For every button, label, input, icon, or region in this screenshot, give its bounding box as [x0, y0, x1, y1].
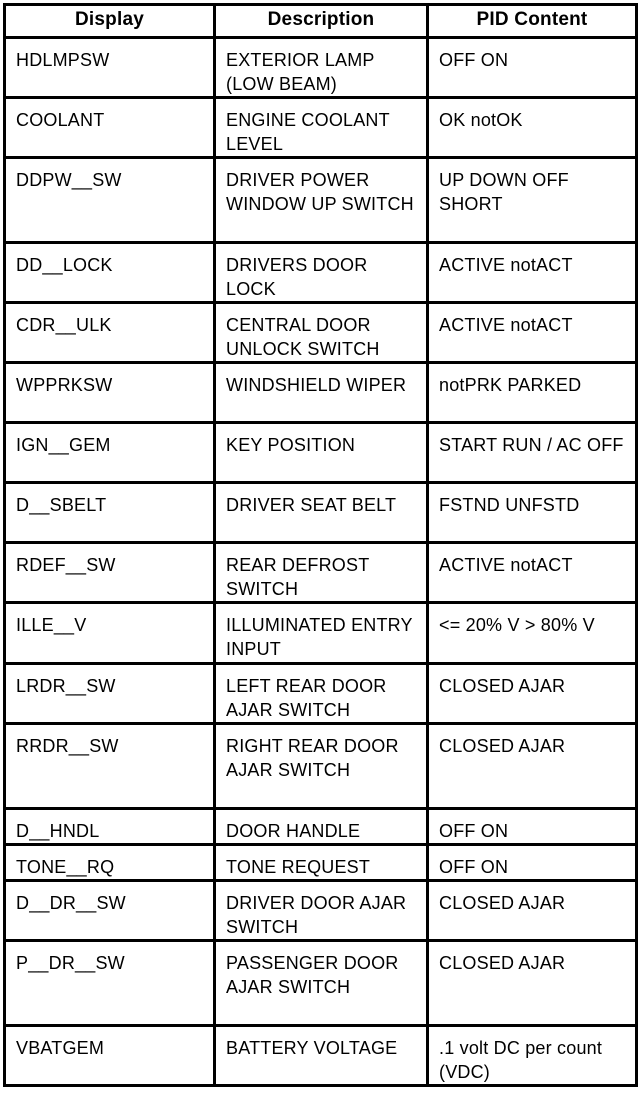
pid-content-cell: OFF ON — [428, 845, 637, 881]
table-row — [5, 38, 637, 98]
description-cell: DRIVER POWER WINDOW UP SWITCH — [215, 158, 428, 243]
description-cell: EXTERIOR LAMP (LOW BEAM) — [215, 38, 428, 98]
display-cell: DD__LOCK — [5, 243, 215, 303]
pid-content-cell: .1 volt DC per count (VDC) — [428, 1026, 637, 1086]
table-row — [5, 603, 637, 664]
display-cell: ILLE__V — [5, 603, 215, 664]
description-cell: DRIVER SEAT BELT — [215, 483, 428, 543]
display-cell: CDR__ULK — [5, 303, 215, 363]
description-cell: DRIVER DOOR AJAR SWITCH — [215, 881, 428, 941]
display-cell: VBATGEM — [5, 1026, 215, 1086]
display-cell: D__HNDL — [5, 809, 215, 845]
table-row — [5, 809, 637, 845]
pid-content-cell: OFF ON — [428, 809, 637, 845]
pid-content-cell: OFF ON — [428, 38, 637, 98]
table-row — [5, 423, 637, 483]
table-row — [5, 243, 637, 303]
table-row — [5, 1026, 637, 1086]
display-cell: RRDR__SW — [5, 724, 215, 809]
description-cell: RIGHT REAR DOOR AJAR SWITCH — [215, 724, 428, 809]
pid-content-cell: OK notOK — [428, 98, 637, 158]
pid-content-cell: CLOSED AJAR — [428, 724, 637, 809]
table-row — [5, 158, 637, 243]
pid-content-cell: CLOSED AJAR — [428, 881, 637, 941]
table-row — [5, 845, 637, 881]
header-display: Display — [5, 5, 215, 38]
table-row — [5, 363, 637, 423]
display-cell: HDLMPSW — [5, 38, 215, 98]
table-row — [5, 724, 637, 809]
table-row — [5, 483, 637, 543]
display-cell: DDPW__SW — [5, 158, 215, 243]
table-row — [5, 98, 637, 158]
pid-content-cell: FSTND UNFSTD — [428, 483, 637, 543]
description-cell: TONE REQUEST — [215, 845, 428, 881]
description-cell: CENTRAL DOOR UNLOCK SWITCH — [215, 303, 428, 363]
table-row — [5, 941, 637, 1026]
display-cell: WPPRKSW — [5, 363, 215, 423]
pid-content-cell: notPRK PARKED — [428, 363, 637, 423]
display-cell: D__DR__SW — [5, 881, 215, 941]
display-cell: D__SBELT — [5, 483, 215, 543]
table-row — [5, 881, 637, 941]
pid-content-cell: ACTIVE notACT — [428, 543, 637, 603]
pid-content-cell: UP DOWN OFF SHORT — [428, 158, 637, 243]
description-cell: BATTERY VOLTAGE — [215, 1026, 428, 1086]
description-cell: ILLUMINATED ENTRY INPUT — [215, 603, 428, 664]
display-cell: COOLANT — [5, 98, 215, 158]
header-description: Description — [215, 5, 428, 38]
table-row — [5, 303, 637, 363]
display-cell: LRDR__SW — [5, 664, 215, 724]
pid-table — [3, 3, 638, 1087]
pid-content-cell: START RUN / AC OFF — [428, 423, 637, 483]
pid-content-cell: ACTIVE notACT — [428, 303, 637, 363]
description-cell: DOOR HANDLE — [215, 809, 428, 845]
description-cell: WINDSHIELD WIPER — [215, 363, 428, 423]
display-cell: P__DR__SW — [5, 941, 215, 1026]
table-row — [5, 543, 637, 603]
header-row — [5, 5, 637, 38]
display-cell: IGN__GEM — [5, 423, 215, 483]
description-cell: REAR DEFROST SWITCH — [215, 543, 428, 603]
display-cell: RDEF__SW — [5, 543, 215, 603]
pid-content-cell: ACTIVE notACT — [428, 243, 637, 303]
pid-content-cell: CLOSED AJAR — [428, 941, 637, 1026]
pid-content-cell: <= 20% V > 80% V — [428, 603, 637, 664]
description-cell: DRIVERS DOOR LOCK — [215, 243, 428, 303]
description-cell: KEY POSITION — [215, 423, 428, 483]
table-row — [5, 664, 637, 724]
description-cell: ENGINE COOLANT LEVEL — [215, 98, 428, 158]
header-pid-content: PID Content — [428, 5, 637, 38]
description-cell: PASSENGER DOOR AJAR SWITCH — [215, 941, 428, 1026]
pid-content-cell: CLOSED AJAR — [428, 664, 637, 724]
display-cell: TONE__RQ — [5, 845, 215, 881]
description-cell: LEFT REAR DOOR AJAR SWITCH — [215, 664, 428, 724]
